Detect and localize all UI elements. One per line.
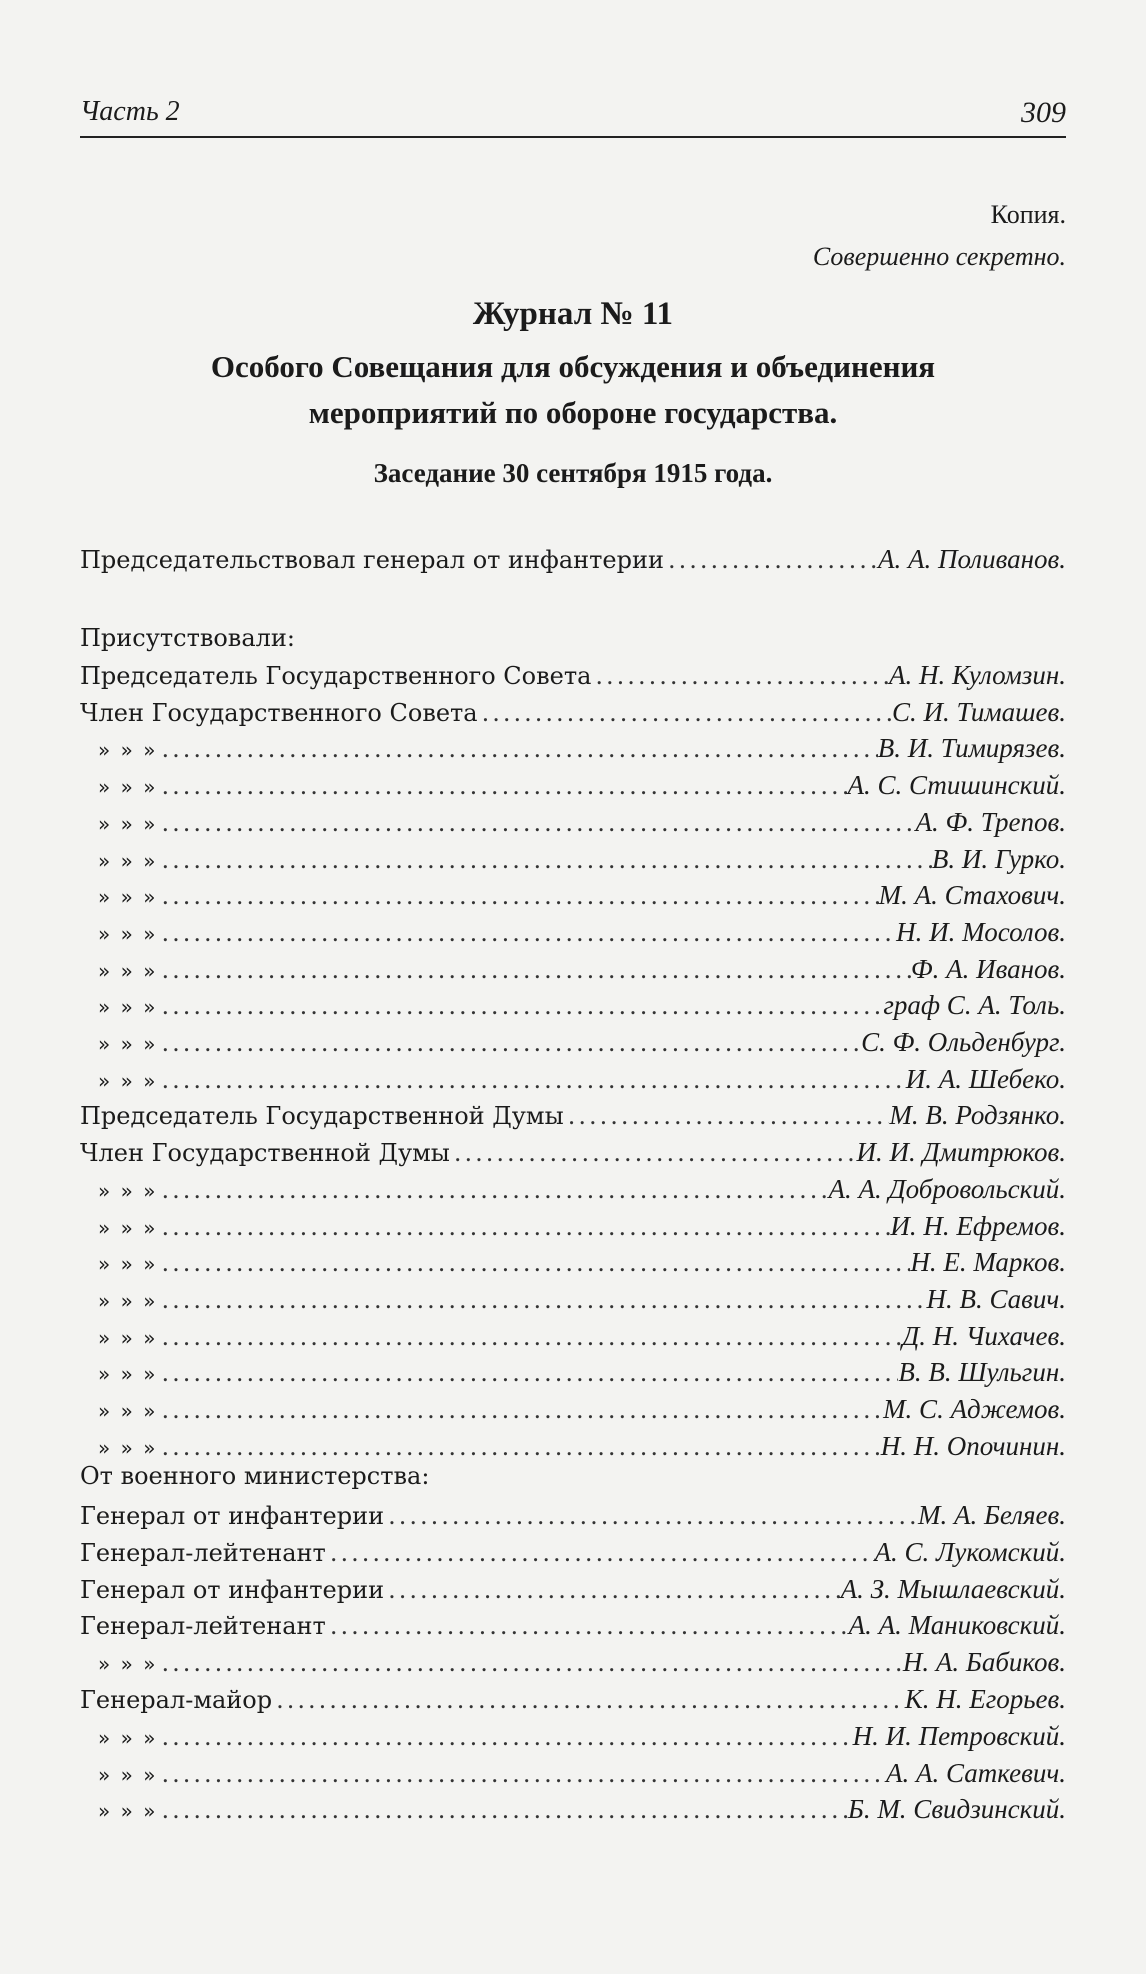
item-label: » » » (98, 1725, 158, 1750)
item-label: » » » (98, 1252, 158, 1277)
leader-dots (384, 1576, 841, 1604)
leader-dots (384, 1502, 918, 1530)
item-name: А. А. Маниковский. (848, 1610, 1066, 1641)
item-name: М. А. Беляев. (918, 1500, 1066, 1530)
item-name: С. Ф. Ольденбург. (861, 1027, 1066, 1057)
leader-dots (326, 1612, 849, 1640)
leader-dots (157, 735, 877, 763)
list-item (80, 844, 1066, 878)
session-date: Заседание 30 сентября 1915 года. (373, 458, 773, 488)
leader-dots (450, 1139, 857, 1167)
item-name: Н. И. Петровский. (852, 1720, 1066, 1751)
list-item (80, 1431, 1066, 1465)
leader-dots (157, 772, 847, 800)
item-label: » » » (98, 775, 158, 800)
chair-line (80, 544, 1066, 578)
item-name: А. С. Стишинский. (847, 770, 1066, 801)
item-label: Генерал-лейтенант (80, 1538, 326, 1567)
item-name: Н. А. Бабиков. (902, 1647, 1066, 1678)
list-item (80, 660, 1066, 694)
item-label: » » » (98, 1399, 158, 1423)
item-label: » » » (98, 958, 158, 983)
item-name: Н. В. Савич. (926, 1283, 1066, 1314)
leader-dots (157, 1433, 880, 1461)
item-label: Член Государственного Совета (80, 698, 478, 727)
list-item (80, 1574, 1066, 1608)
running-header (80, 92, 1066, 138)
list-item (80, 1684, 1066, 1718)
item-label: » » » (98, 1178, 158, 1203)
list-item (80, 807, 1066, 841)
item-label: » » » (98, 738, 158, 763)
leader-dots (157, 992, 883, 1020)
list-item (80, 697, 1066, 731)
list-item (80, 1211, 1066, 1245)
leader-dots (157, 1796, 847, 1824)
item-label: » » » (98, 1215, 158, 1240)
list-item (80, 917, 1066, 951)
leader-dots (157, 956, 910, 984)
item-label: Председатель Государственной Думы (80, 1102, 564, 1131)
item-name: А. З. Мышлаевский. (840, 1573, 1066, 1604)
item-name: Н. Е. Марков. (910, 1247, 1066, 1278)
item-name: М. А. Стахович. (878, 880, 1066, 911)
leader-dots (157, 1213, 890, 1241)
item-name: М. В. Родзянко. (889, 1100, 1066, 1131)
item-label: » » » (98, 811, 158, 836)
list-item (80, 1610, 1066, 1644)
leader-dots (157, 1649, 902, 1677)
item-name: В. И. Тимирязев. (877, 733, 1066, 764)
subtitle-line-2: мероприятий по обороне государства. (308, 395, 838, 430)
item-label: » » » (98, 1362, 158, 1387)
leader-dots (157, 1249, 910, 1277)
item-name: М. С. Аджемов. (883, 1394, 1066, 1424)
item-name: Б. М. Свидзинский. (847, 1794, 1066, 1825)
copy-label: Копия. (990, 200, 1066, 229)
leader-dots (157, 1760, 886, 1788)
leader-dots (272, 1686, 905, 1714)
item-name: А. Ф. Трепов. (915, 806, 1066, 837)
item-label: » » » (98, 1799, 158, 1824)
item-label: » » » (98, 885, 158, 910)
list-item (80, 1027, 1066, 1061)
ministry-label: От военного министерства: (80, 1462, 430, 1490)
item-label: Генерал от инфантерии (80, 1502, 385, 1530)
item-label: Генерал-майор (80, 1686, 273, 1714)
item-name: И. А. Шебеко. (905, 1063, 1066, 1094)
page-number: 309 (1021, 96, 1066, 129)
item-label: Генерал-лейтенант (80, 1612, 326, 1641)
leader-dots (326, 1539, 875, 1567)
item-label: » » » (98, 1068, 158, 1093)
secret-label: Совершенно секретно. (812, 242, 1066, 271)
list-item (80, 1247, 1066, 1281)
item-label: » » » (98, 1032, 158, 1056)
leader-dots (157, 919, 896, 947)
item-name: Н. И. Мосолов. (896, 916, 1066, 947)
item-label: Генерал от инфантерии (80, 1575, 385, 1604)
item-label: » » » (98, 1435, 158, 1460)
item-name: А. А. Саткевич. (886, 1757, 1066, 1788)
chair-label: Председательствовал генерал от инфантерии (80, 546, 664, 574)
list-item (80, 1394, 1066, 1428)
list-item (80, 1647, 1066, 1681)
present-label: Присутствовали: (80, 624, 295, 652)
leader-dots (157, 1176, 828, 1204)
item-name: А. А. Добровольский. (828, 1173, 1066, 1204)
item-label: » » » (98, 1325, 158, 1350)
leader-dots (157, 1359, 898, 1387)
header-section: Часть 2 (80, 96, 180, 127)
item-label: Председатель Государственного Совета (80, 662, 592, 690)
item-label: » » » (98, 995, 158, 1020)
list-item (80, 733, 1066, 767)
item-label: » » » (98, 1762, 158, 1787)
item-label: » » » (98, 848, 158, 873)
item-name: Ф. А. Иванов. (910, 953, 1066, 984)
list-item (80, 1537, 1066, 1571)
leader-dots (157, 1029, 861, 1057)
leader-dots (157, 1723, 852, 1751)
item-name: Д. Н. Чихачев. (902, 1320, 1066, 1351)
journal-subtitle (80, 344, 1066, 436)
chair-name: А. А. Поливанов. (878, 544, 1066, 574)
list-item (80, 990, 1066, 1024)
list-item (80, 1500, 1066, 1534)
item-name: В. В. Шульгин. (898, 1357, 1066, 1388)
list-item (80, 1174, 1066, 1208)
list-item (80, 880, 1066, 914)
list-item (80, 1137, 1066, 1171)
item-label: » » » (98, 921, 158, 946)
leader-dots (564, 1102, 890, 1130)
leader-dots (157, 1286, 926, 1314)
item-label: » » » (98, 1288, 158, 1313)
leader-dots (157, 1323, 902, 1351)
list-item (80, 1100, 1066, 1134)
list-item (80, 1758, 1066, 1792)
list-item (80, 1794, 1066, 1828)
item-name: Н. Н. Опочинин. (880, 1430, 1066, 1461)
item-name: И. Н. Ефремов. (890, 1210, 1066, 1241)
item-label: Член Государственной Думы (80, 1139, 450, 1168)
item-name: К. Н. Егорьев. (904, 1684, 1066, 1714)
list-item (80, 770, 1066, 804)
item-name: В. И. Гурко. (931, 843, 1066, 874)
list-item (80, 1721, 1066, 1755)
leader-dots (157, 846, 931, 874)
list-item (80, 1321, 1066, 1355)
leader-dots (157, 809, 915, 837)
leader-dots (157, 882, 878, 910)
list-item (80, 1064, 1066, 1098)
list-item (80, 1357, 1066, 1391)
leader-dots (478, 699, 892, 727)
item-name: А. Н. Куломзин. (888, 660, 1066, 690)
list-item (80, 954, 1066, 988)
item-name: С. И. Тимашев. (892, 696, 1066, 727)
item-label: » » » (98, 1652, 158, 1677)
leader-dots (664, 546, 878, 574)
journal-title: Журнал № 11 (472, 296, 674, 332)
subtitle-line-1: Особого Совещания для обсуждения и объединения (210, 349, 936, 384)
list-item (80, 1284, 1066, 1318)
item-name: А. С. Лукомский. (874, 1536, 1066, 1567)
leader-dots (157, 1396, 883, 1424)
leader-dots (157, 1066, 905, 1094)
leader-dots (591, 662, 889, 690)
item-name: И. И. Дмитрюков. (856, 1137, 1066, 1168)
item-name: граф С. А. Толь. (883, 990, 1066, 1021)
